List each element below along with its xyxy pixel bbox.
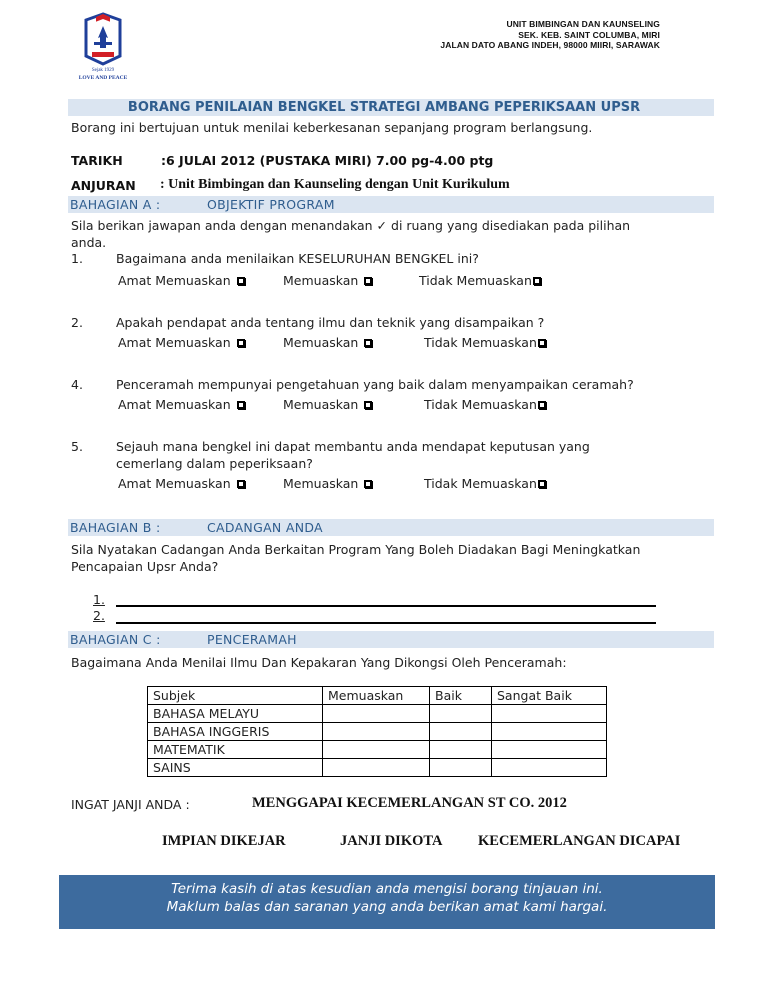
option-memuaskan[interactable]: Memuaskan — [283, 476, 372, 491]
form-title: BORANG PENILAIAN BENGKEL STRATEGI AMBANG PEPERIKSAAN UPSR — [127, 100, 641, 115]
section-a-label: BAHAGIAN A : — [70, 197, 161, 212]
question-text: Penceramah mempunyai pengetahuan yang baik dalam menyampaikan ceramah? — [116, 377, 634, 392]
table-cell-subject: BAHASA INGGERIS — [148, 723, 323, 741]
table-cell[interactable] — [492, 741, 607, 759]
tarikh-label: TARIKH — [71, 153, 123, 168]
checkbox-icon[interactable] — [364, 480, 372, 488]
table-cell-subject: BAHASA MELAYU — [148, 705, 323, 723]
table-row — [148, 723, 607, 741]
checkbox-icon[interactable] — [237, 339, 245, 347]
section-b-title: CADANGAN ANDA — [207, 520, 323, 535]
section-b-bar — [68, 519, 714, 536]
checkbox-icon[interactable] — [364, 277, 372, 285]
question-text: Bagaimana anda menilaikan KESELURUHAN BENGKEL ini? — [116, 251, 479, 266]
header-address: JALAN DATO ABANG INDEH, 98000 MIIRI, SARAWAK — [440, 40, 660, 50]
suggestion-number: 1. — [93, 592, 105, 607]
thank-you-banner — [59, 875, 715, 929]
table-cell[interactable] — [323, 723, 430, 741]
intro-text: Borang ini bertujuan untuk menilai keberkesanan sepanjang program berlangsung. — [71, 120, 593, 135]
option-amat-memuaskan[interactable]: Amat Memuaskan — [118, 335, 245, 350]
anjuran-value: : Unit Bimbingan dan Kaunseling dengan Unit Kurikulum — [160, 177, 510, 192]
checkbox-icon[interactable] — [364, 401, 372, 409]
suggestion-line-1[interactable] — [116, 605, 656, 607]
option-tidak-memuaskan[interactable]: Tidak Memuaskan — [419, 273, 541, 288]
question-number: 4. — [71, 377, 83, 392]
question-number: 1. — [71, 251, 83, 266]
logo-motto: LOVE AND PEACE — [78, 75, 128, 81]
table-header: Subjek — [148, 687, 323, 705]
option-tidak-memuaskan[interactable]: Tidak Memuaskan — [424, 397, 546, 412]
question-text-cont: cemerlang dalam peperiksaan? — [116, 456, 313, 471]
table-cell[interactable] — [430, 741, 492, 759]
header-school: SEK. KEB. SAINT COLUMBA, MIRI — [518, 30, 660, 40]
tarikh-value: :6 JULAI 2012 (PUSTAKA MIRI) 7.00 pg-4.00 ptg — [161, 153, 494, 168]
table-cell-subject: MATEMATIK — [148, 741, 323, 759]
table-cell[interactable] — [323, 759, 430, 777]
table-header-row — [148, 687, 607, 705]
checkbox-icon[interactable] — [538, 401, 546, 409]
checkbox-icon[interactable] — [237, 277, 245, 285]
checkbox-icon[interactable] — [237, 401, 245, 409]
suggestion-line-2[interactable] — [116, 622, 656, 624]
option-amat-memuaskan[interactable]: Amat Memuaskan — [118, 273, 245, 288]
checkbox-icon[interactable] — [538, 339, 546, 347]
option-memuaskan[interactable]: Memuaskan — [283, 335, 372, 350]
table-row — [148, 705, 607, 723]
table-cell[interactable] — [492, 759, 607, 777]
speaker-rating-table — [147, 686, 607, 777]
slogan-kecemerlangan: KECEMERLANGAN DICAPAI — [478, 833, 681, 849]
question-number: 5. — [71, 439, 83, 454]
checkbox-icon[interactable] — [533, 277, 541, 285]
table-row — [148, 759, 607, 777]
footer-line-2: Maklum balas dan saranan yang anda berikan amat kami hargai. — [166, 899, 608, 915]
question-text: Apakah pendapat anda tentang ilmu dan teknik yang disampaikan ? — [116, 315, 545, 330]
section-a-instruction-2: anda. — [71, 235, 107, 250]
anjuran-label: ANJURAN — [71, 178, 136, 193]
option-tidak-memuaskan[interactable]: Tidak Memuaskan — [424, 476, 546, 491]
suggestion-number: 2. — [93, 608, 105, 623]
table-header: Baik — [430, 687, 492, 705]
checkbox-icon[interactable] — [538, 480, 546, 488]
table-cell-subject: SAINS — [148, 759, 323, 777]
footer-line-1: Terima kasih di atas kesudian anda mengisi borang tinjauan ini. — [171, 881, 603, 897]
option-amat-memuaskan[interactable]: Amat Memuaskan — [118, 397, 245, 412]
question-text: Sejauh mana bengkel ini dapat membantu anda mendapat keputusan yang — [116, 439, 590, 454]
table-cell[interactable] — [430, 723, 492, 741]
table-cell[interactable] — [492, 705, 607, 723]
header-unit: UNIT BIMBINGAN DAN KAUNSELING — [506, 19, 660, 29]
question-number: 2. — [71, 315, 83, 330]
option-memuaskan[interactable]: Memuaskan — [283, 397, 372, 412]
table-header: Memuaskan — [323, 687, 430, 705]
checkbox-icon[interactable] — [364, 339, 372, 347]
checkbox-icon[interactable] — [237, 480, 245, 488]
section-b-instruction-1: Sila Nyatakan Cadangan Anda Berkaitan Program Yang Boleh Diadakan Bagi Meningkatkan — [71, 542, 641, 557]
slogan-janji: JANJI DIKOTA — [340, 833, 443, 849]
section-a-bar — [68, 196, 714, 213]
section-c-instruction: Bagaimana Anda Menilai Ilmu Dan Kepakaran Yang Dikongsi Oleh Penceramah: — [71, 655, 567, 670]
option-amat-memuaskan[interactable]: Amat Memuaskan — [118, 476, 245, 491]
school-logo — [66, 12, 140, 84]
table-cell[interactable] — [323, 741, 430, 759]
table-header: Sangat Baik — [492, 687, 607, 705]
table-cell[interactable] — [430, 759, 492, 777]
section-c-bar — [68, 631, 714, 648]
option-memuaskan[interactable]: Memuaskan — [283, 273, 372, 288]
logo-year: Sejak 1929 — [91, 68, 115, 73]
option-tidak-memuaskan[interactable]: Tidak Memuaskan — [424, 335, 546, 350]
section-b-label: BAHAGIAN B : — [70, 520, 161, 535]
table-cell[interactable] — [492, 723, 607, 741]
table-row — [148, 741, 607, 759]
section-a-title: OBJEKTIF PROGRAM — [207, 197, 335, 212]
section-b-instruction-2: Pencapaian Upsr Anda? — [71, 559, 219, 574]
janji-label: INGAT JANJI ANDA : — [71, 797, 190, 812]
slogan-impian: IMPIAN DIKEJAR — [162, 833, 286, 849]
section-c-title: PENCERAMAH — [207, 632, 297, 647]
janji-motto: MENGGAPAI KECEMERLANGAN ST CO. 2012 — [252, 795, 567, 811]
table-cell[interactable] — [430, 705, 492, 723]
section-a-instruction-1: Sila berikan jawapan anda dengan menandakan ✓ di ruang yang disediakan pada pilihan — [71, 218, 631, 233]
table-cell[interactable] — [323, 705, 430, 723]
section-c-label: BAHAGIAN C : — [70, 632, 161, 647]
